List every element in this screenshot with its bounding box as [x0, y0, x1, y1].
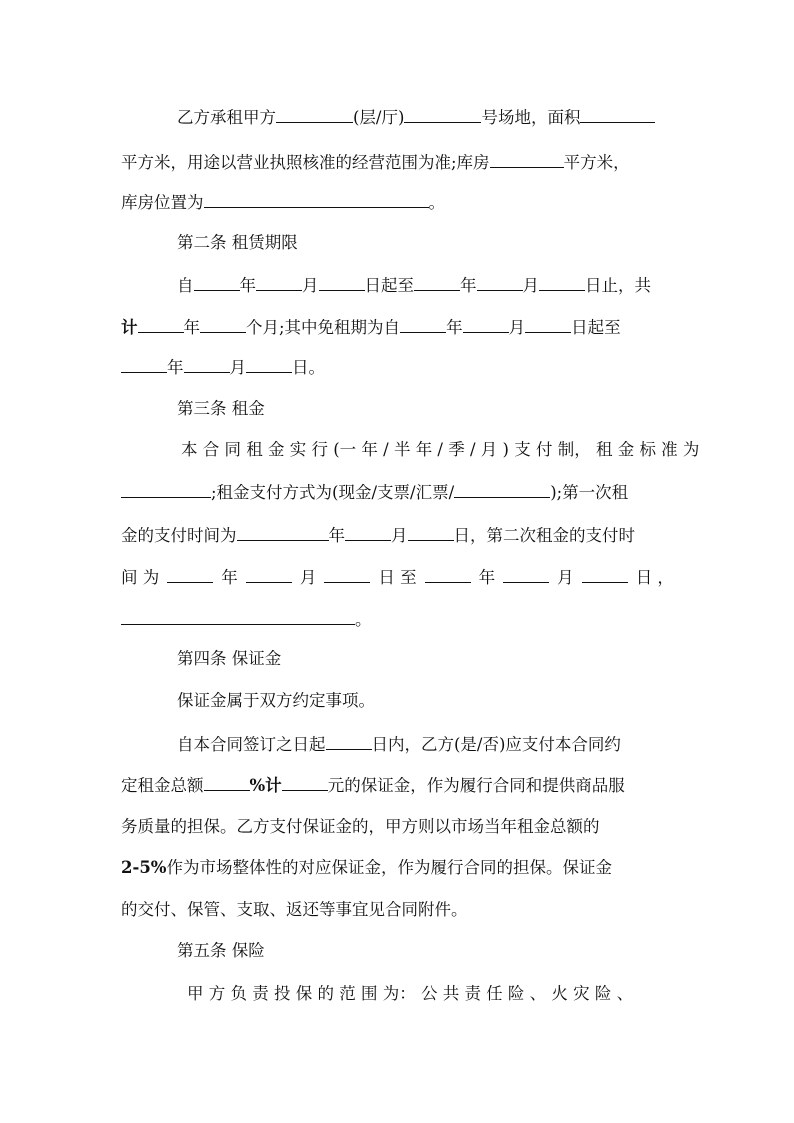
- blank-field[interactable]: [400, 310, 446, 333]
- blank-field[interactable]: [404, 100, 481, 123]
- clause4-para2-line3: [121, 810, 674, 844]
- text: %计: [249, 776, 282, 795]
- text: 日止，共: [585, 276, 651, 295]
- clause1-line2: [121, 145, 674, 179]
- text: 间 为: [121, 568, 160, 587]
- text: 自本合同签订之日起: [177, 735, 326, 754]
- clause4-para1: [121, 684, 674, 718]
- clause2-line1: [121, 268, 674, 302]
- section-heading: 第二条 租赁期限: [177, 233, 298, 252]
- blank-field[interactable]: [200, 310, 246, 333]
- clause4-para2-line5: [121, 893, 674, 927]
- blank-field[interactable]: [194, 268, 240, 291]
- text: 元的保证金，作为履行合同和提供商品服: [327, 776, 625, 795]
- blank-field[interactable]: [490, 145, 564, 168]
- blank-field[interactable]: [503, 560, 549, 583]
- text: 年: [478, 568, 496, 587]
- blank-field[interactable]: [580, 100, 655, 123]
- clause2-heading: [121, 226, 674, 260]
- blank-field[interactable]: [256, 268, 302, 291]
- blank-field[interactable]: [121, 350, 167, 373]
- text: 定租金总额: [121, 776, 204, 795]
- text: 金的支付时间为: [121, 526, 237, 545]
- blank-field[interactable]: [525, 310, 571, 333]
- text: 年: [239, 276, 256, 295]
- blank-field[interactable]: [319, 268, 365, 291]
- text: 自: [177, 276, 194, 295]
- clause3-line2: [121, 475, 674, 509]
- text: 乙方承租甲方: [177, 108, 276, 127]
- clause3-line1: [121, 433, 700, 467]
- blank-field[interactable]: [408, 518, 454, 541]
- text: 月: [508, 318, 526, 337]
- blank-field[interactable]: [477, 268, 523, 291]
- text: 个月;其中免租期为自: [246, 318, 401, 337]
- blank-field[interactable]: [425, 560, 471, 583]
- blank-field[interactable]: [237, 518, 329, 541]
- text: 日内，乙方(是/否)应支付本合同约: [371, 735, 621, 754]
- text: 计: [121, 318, 138, 337]
- text: 平方米，: [563, 153, 630, 172]
- text: 日。: [292, 358, 325, 377]
- clause1-line1: [121, 100, 674, 134]
- blank-field[interactable]: [138, 310, 184, 333]
- clause4-para2-line1: [121, 727, 674, 761]
- text: 月: [302, 276, 319, 295]
- text: 年: [183, 318, 200, 337]
- clause3-line4: [121, 560, 674, 594]
- text: 日，第二次租金的支付时: [453, 526, 635, 545]
- clause3-line3: [121, 518, 674, 552]
- blank-field[interactable]: [345, 518, 391, 541]
- text: 年: [446, 318, 463, 337]
- text: 月: [522, 276, 539, 295]
- text: 本 合 同 租 金 实 行 (一 年 / 半 年 / 季 / 月 ) 支 付 制， 租 金 标 准 为: [181, 440, 700, 459]
- blank-field[interactable]: [121, 602, 355, 625]
- blank-field[interactable]: [204, 768, 250, 791]
- text: 。: [355, 610, 372, 629]
- blank-field[interactable]: [246, 350, 292, 373]
- blank-field[interactable]: [582, 560, 628, 583]
- text: 保证金属于双方约定事项。: [177, 691, 375, 710]
- section-heading: 第三条 租金: [177, 399, 265, 418]
- blank-field[interactable]: [324, 560, 370, 583]
- blank-field[interactable]: [454, 475, 550, 498]
- text: 务质量的担保。乙方支付保证金的，甲方则以市场当年租金总额的: [121, 817, 600, 836]
- text: 甲 方 负 责 投 保 的 范 围 为： 公 共 责 任 险 、 火 灾 险 、: [187, 984, 634, 1003]
- text: 的交付、保管、支取、返还等事宜见合同附件。: [121, 900, 468, 919]
- text: (层/厅): [353, 108, 405, 127]
- text: 月: [229, 358, 246, 377]
- section-heading: 第五条 保险: [177, 941, 265, 960]
- clause3-line5: [121, 602, 674, 636]
- blank-field[interactable]: [167, 560, 213, 583]
- text: 库房位置为: [121, 193, 204, 212]
- text: 年: [167, 358, 184, 377]
- section-heading: 第四条 保证金: [177, 649, 282, 668]
- clause5-heading: [121, 934, 674, 968]
- text: ;租金支付方式为(现金/支票/汇票/: [211, 483, 455, 502]
- blank-field[interactable]: [539, 268, 585, 291]
- text: 月: [391, 526, 408, 545]
- text: 日 至: [378, 568, 417, 587]
- text: );第一次租: [550, 483, 629, 502]
- text: 日起至: [364, 276, 414, 295]
- blank-field[interactable]: [246, 560, 292, 583]
- text: 日 ，: [635, 568, 674, 587]
- text: 年: [221, 568, 238, 587]
- text: 年: [328, 526, 345, 545]
- text: 月: [299, 568, 317, 587]
- text: 号场地，面积: [481, 108, 581, 127]
- text: 。: [428, 193, 445, 212]
- text: 作为市场整体性的对应保证金，作为履行合同的担保。保证金: [166, 858, 612, 877]
- clause3-heading: [121, 392, 674, 426]
- clause2-line3: [121, 350, 674, 384]
- text: 平方米，用途以营业执照核准的经营范围为准;库房: [121, 153, 490, 172]
- clause4-heading: [121, 642, 674, 676]
- blank-field[interactable]: [276, 100, 353, 123]
- blank-field[interactable]: [184, 350, 230, 373]
- clause1-line3: [121, 185, 674, 219]
- blank-field[interactable]: [326, 727, 372, 750]
- text: 年: [460, 276, 477, 295]
- blank-field[interactable]: [282, 768, 328, 791]
- clause4-para2-line2: [121, 768, 674, 802]
- blank-field[interactable]: [121, 475, 211, 498]
- clause4-para2-line4: [121, 851, 674, 885]
- blank-field[interactable]: [204, 185, 429, 208]
- blank-field[interactable]: [414, 268, 460, 291]
- clause2-line2: [121, 310, 674, 344]
- clause5-line1: [121, 977, 674, 1011]
- text: 2-5%: [121, 858, 167, 877]
- text: 日起至: [571, 318, 621, 337]
- text: 月: [557, 568, 574, 587]
- blank-field[interactable]: [463, 310, 509, 333]
